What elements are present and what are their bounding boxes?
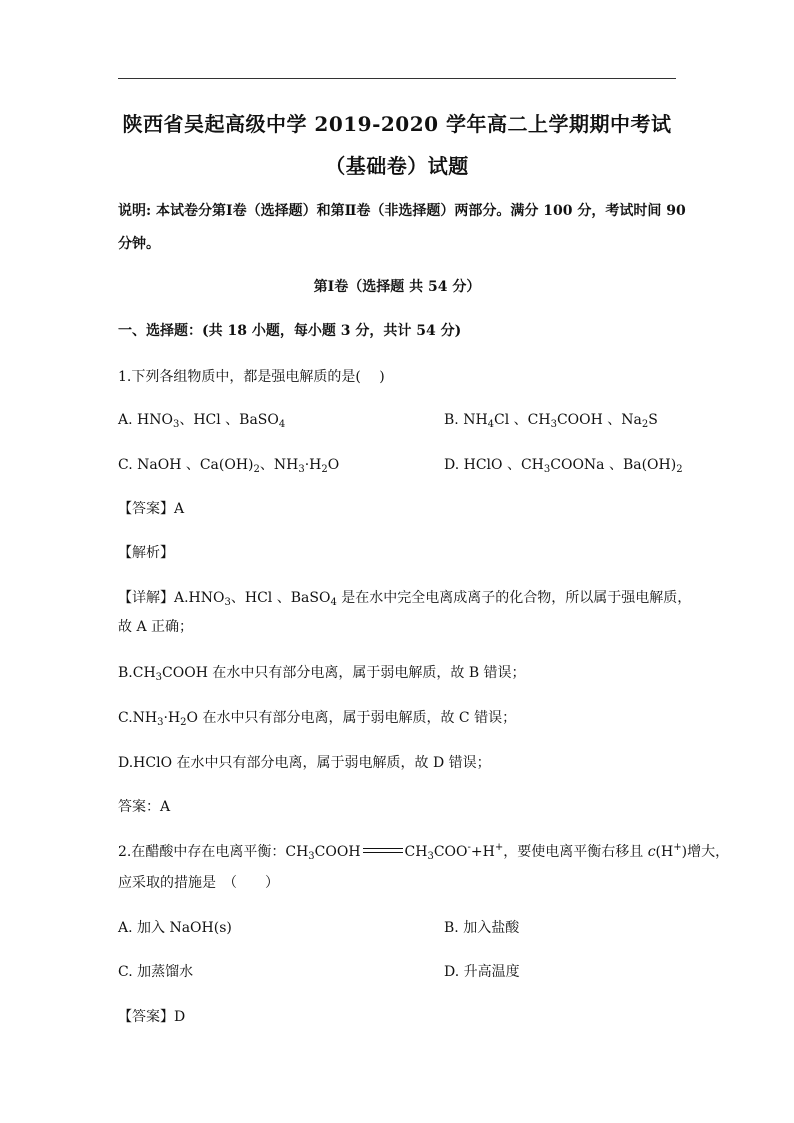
header-rule [118,78,676,79]
q2-option-d: D. 升高温度 [444,964,520,980]
q1-option-a: A. $HNO_3$、HCl 、BaSO$_4$ [118,412,286,430]
q2-option-a: A. 加入 NaOH(s) [118,920,232,936]
q1-detail-line1: 【详解】$A.HNO_3$、HCl 、BaSO$_4$ 是在水中完全电离成离子的化合物，所以属于强电解质， [118,590,692,608]
part-heading: 一、选择题：(共 18 小题，每小题 3 分，共计 54 分) [118,323,462,339]
q1-explanation-b: $B.CH_3COOH$ 在水中只有部分电离，属于弱电解质，故 B 错误； [118,665,526,683]
q1-answer: 【答案】A [118,501,185,517]
q1-explanation-c: $C.NH_3\cdot H_2O$ 在水中只有部分电离，属于弱电解质，故 C 错误； [118,710,517,728]
q1-detail-line2: 故 A 正确； [118,619,194,635]
equilibrium-arrow-icon [363,848,403,854]
question-2-stem-line2: 应采取的措施是 （ ） [118,875,279,891]
q2-option-b: B. 加入盐酸 [444,920,520,936]
q2-answer: 【答案】D [118,1009,186,1025]
question-2-stem: 2.在醋酸中存在电离平衡：$CH_3COOH$ $CH_3COO^-+H^+$，要使电离平衡右移且 c(H+)增大， [118,842,730,862]
section-heading: 第Ⅰ卷（选择题 共 54 分） [313,279,481,295]
q1-option-b: B. $NH_4Cl$ 、$CH_3COOH$ 、$Na_2S$ [444,412,658,430]
q1-explanation-d: D.HClO 在水中只有部分电离，属于弱电解质，故 D 错误； [118,755,491,771]
instructions-line2: 分钟。 [118,236,160,252]
q1-option-c: C. NaOH 、$Ca(OH)_2$、$NH_3\cdot H_2O$ [118,457,340,475]
exam-title: 陕西省吴起高级中学 2019-2020 学年高二上学期期中考试 [122,112,672,136]
exam-subtitle: （基础卷）试题 [325,154,469,178]
q1-option-d: D. HClO 、$CH_3COONa$ 、$Ba(OH)_2$ [444,457,683,475]
question-1-stem: 1.下列各组物质中，都是强电解质的是( ) [118,369,385,385]
instructions-line1: 说明: 本试卷分第Ⅰ卷（选择题）和第Ⅱ卷（非选择题）两部分。满分 100 分，考试时间 90 [118,203,686,219]
q1-final-answer: 答案：A [118,799,171,815]
q2-option-c: C. 加蒸馏水 [118,964,194,980]
q1-analysis-label: 【解析】 [118,545,174,561]
